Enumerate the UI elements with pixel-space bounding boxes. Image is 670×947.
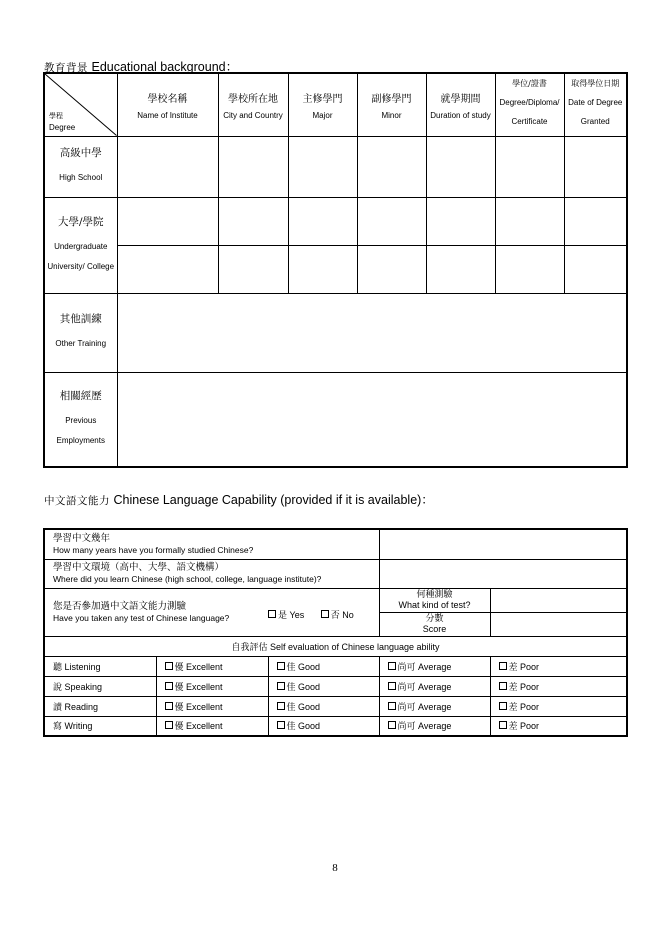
option-good[interactable]: 佳 Good <box>268 676 379 696</box>
education-table <box>43 72 628 468</box>
option-excellent[interactable]: 優 Excellent <box>156 676 268 696</box>
input-cell[interactable] <box>564 245 627 293</box>
other-training-input[interactable] <box>117 293 627 372</box>
option-poor[interactable]: 差 Poor <box>490 696 627 716</box>
input-cell[interactable] <box>357 197 426 245</box>
option-poor[interactable]: 差 Poor <box>490 676 627 696</box>
input-cell[interactable] <box>218 245 288 293</box>
language-section-title <box>44 490 434 508</box>
input-cell[interactable] <box>564 136 627 197</box>
option-average[interactable]: 尚可 Average <box>379 676 490 696</box>
option-good[interactable]: 佳 Good <box>268 696 379 716</box>
skill-row-writing <box>44 716 627 736</box>
row-label-undergraduate: 大學/學院 Undergraduate University/ College <box>44 197 117 293</box>
learning-environment-input[interactable] <box>379 559 627 588</box>
skill-label: 寫 Writing <box>44 716 156 736</box>
question-years-studied: 學習中文幾年 How many years have you formally studied Chinese? <box>44 529 379 559</box>
input-cell[interactable] <box>564 197 627 245</box>
skill-label: 聽 Listening <box>44 656 156 676</box>
header-city-country: 學校所在地 City and Country <box>218 73 288 136</box>
header-date-granted: 取得學位日期 Date of Degree Granted <box>564 73 627 136</box>
language-title-en: Chinese Language Capability (provided if it is available)： <box>113 493 434 507</box>
header-degree-certificate: 學位/證書 Degree/Diploma/ Certificate <box>495 73 564 136</box>
skill-label: 讀 Reading <box>44 696 156 716</box>
degree-corner-cell <box>44 73 117 136</box>
option-excellent[interactable]: 優 Excellent <box>156 656 268 676</box>
no-checkbox[interactable]: 否 No <box>321 610 354 620</box>
corner-label-zh: 學程 <box>49 111 63 120</box>
header-institute: 學校名稱 Name of Institute <box>117 73 218 136</box>
input-cell[interactable] <box>495 245 564 293</box>
option-poor[interactable]: 差 Poor <box>490 656 627 676</box>
input-cell[interactable] <box>357 245 426 293</box>
row-label-high-school: 高級中學 High School <box>44 136 117 197</box>
input-cell[interactable] <box>117 245 218 293</box>
skill-row-reading <box>44 696 627 716</box>
input-cell[interactable] <box>218 197 288 245</box>
skill-label: 說 Speaking <box>44 676 156 696</box>
option-average[interactable]: 尚可 Average <box>379 716 490 736</box>
question-learning-environment: 學習中文環境（高中、大學、語文機構） Where did you learn Chinese (high school, college, language institute)? <box>44 559 379 588</box>
header-duration: 就學期間 Duration of study <box>426 73 495 136</box>
option-average[interactable]: 尚可 Average <box>379 696 490 716</box>
input-cell[interactable] <box>426 136 495 197</box>
yes-checkbox[interactable]: 是 Yes <box>268 610 304 620</box>
question-test-taken: 您是否參加過中文語文能力測驗 Have you taken any test of Chinese language? 是 Yes 否 No <box>44 588 379 636</box>
option-average[interactable]: 尚可 Average <box>379 656 490 676</box>
label-score: 分數 Score <box>379 612 490 636</box>
input-cell[interactable] <box>426 245 495 293</box>
input-cell[interactable] <box>288 197 357 245</box>
option-excellent[interactable]: 優 Excellent <box>156 696 268 716</box>
input-cell[interactable] <box>117 197 218 245</box>
input-cell[interactable] <box>426 197 495 245</box>
self-evaluation-header: 自我評估 Self evaluation of Chinese language ability <box>44 636 627 656</box>
input-cell[interactable] <box>495 136 564 197</box>
input-cell[interactable] <box>495 197 564 245</box>
page-number: 8 <box>332 862 338 874</box>
years-studied-input[interactable] <box>379 529 627 559</box>
input-cell[interactable] <box>218 136 288 197</box>
education-title-zh: 教育背景 <box>44 62 88 74</box>
label-test-kind: 何種測驗 What kind of test? <box>379 588 490 612</box>
skill-row-speaking <box>44 676 627 696</box>
row-label-previous-employments: 相關經歷 Previous Employments <box>44 372 117 467</box>
input-cell[interactable] <box>288 245 357 293</box>
checkbox-icon <box>268 610 276 618</box>
language-title-zh: 中文語文能力 <box>44 495 110 507</box>
row-label-other-training: 其他訓練 Other Training <box>44 293 117 372</box>
header-major: 主修學門 Major <box>288 73 357 136</box>
input-cell[interactable] <box>357 136 426 197</box>
test-kind-input[interactable] <box>490 588 627 612</box>
score-input[interactable] <box>490 612 627 636</box>
skill-row-listening <box>44 656 627 676</box>
header-minor: 副修學門 Minor <box>357 73 426 136</box>
option-good[interactable]: 佳 Good <box>268 716 379 736</box>
input-cell[interactable] <box>117 136 218 197</box>
language-table <box>43 528 628 737</box>
input-cell[interactable] <box>288 136 357 197</box>
corner-label-en: Degree <box>49 122 76 132</box>
previous-employments-input[interactable] <box>117 372 627 467</box>
option-poor[interactable]: 差 Poor <box>490 716 627 736</box>
option-good[interactable]: 佳 Good <box>268 656 379 676</box>
checkbox-icon <box>321 610 329 618</box>
option-excellent[interactable]: 優 Excellent <box>156 716 268 736</box>
education-title-en: Educational background： <box>91 60 239 74</box>
